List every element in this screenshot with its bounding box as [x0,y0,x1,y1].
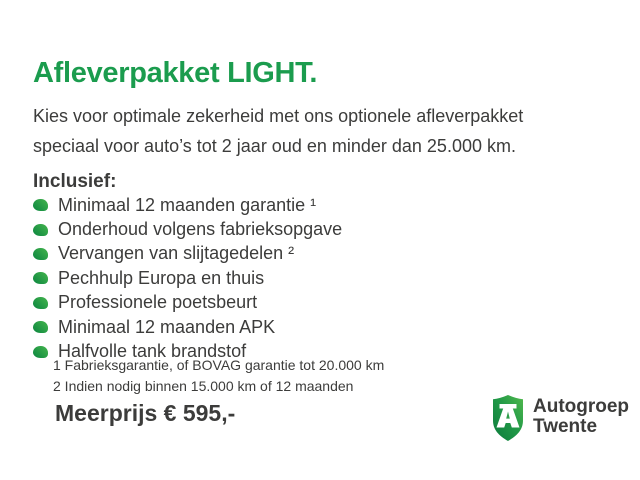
logo-wordmark [533,394,629,436]
intro-line-2: speciaal voor auto’s tot 2 jaar oud en minder dan 25.000 km. [33,136,516,156]
list-item [33,242,342,266]
logo-line-2: Twente [533,415,598,437]
list-item-label: Halfvolle tank brandstof [58,341,247,362]
green-leaf-bullet-icon [33,224,48,236]
footnotes [53,355,384,396]
list-item [33,217,342,241]
intro-line-1: Kies voor optimale zekerheid met ons optionele afleverpakket [33,106,524,126]
list-item-label: Pechhulp Europa en thuis [58,267,265,288]
green-leaf-bullet-icon [33,346,48,358]
footnote-1: 1 Fabrieksgarantie, of BOVAG garantie tot 20.000 km [53,357,385,373]
inclusions-list [33,193,342,364]
list-item [33,291,342,315]
green-leaf-bullet-icon [33,199,48,211]
list-item [33,315,342,339]
list-item [33,266,342,290]
list-item-label: Minimaal 12 maanden garantie ¹ [58,194,317,215]
green-leaf-bullet-icon [33,297,48,309]
list-item-label: Minimaal 12 maanden APK [58,316,276,337]
autogroep-shield-icon [492,394,524,442]
green-leaf-bullet-icon [33,272,48,284]
list-item [33,193,342,217]
list-item-label: Vervangen van slijtagedelen ² [58,243,295,264]
logo-line-1: Autogroep [533,396,630,417]
green-leaf-bullet-icon [33,321,48,333]
intro-paragraph [33,101,523,161]
list-header: Inclusief: [33,171,117,192]
footnote-2: 2 Indien nodig binnen 15.000 km of 12 maanden [53,377,354,394]
price-line: Meerprijs € 595,- [55,400,236,426]
autogroep-twente-logo [492,394,629,442]
list-item-label: Professionele poetsbeurt [58,292,258,313]
list-item-label: Onderhoud volgens fabrieksopgave [58,219,343,240]
page-title: Afleverpakket LIGHT. [33,57,318,89]
green-leaf-bullet-icon [33,248,48,260]
